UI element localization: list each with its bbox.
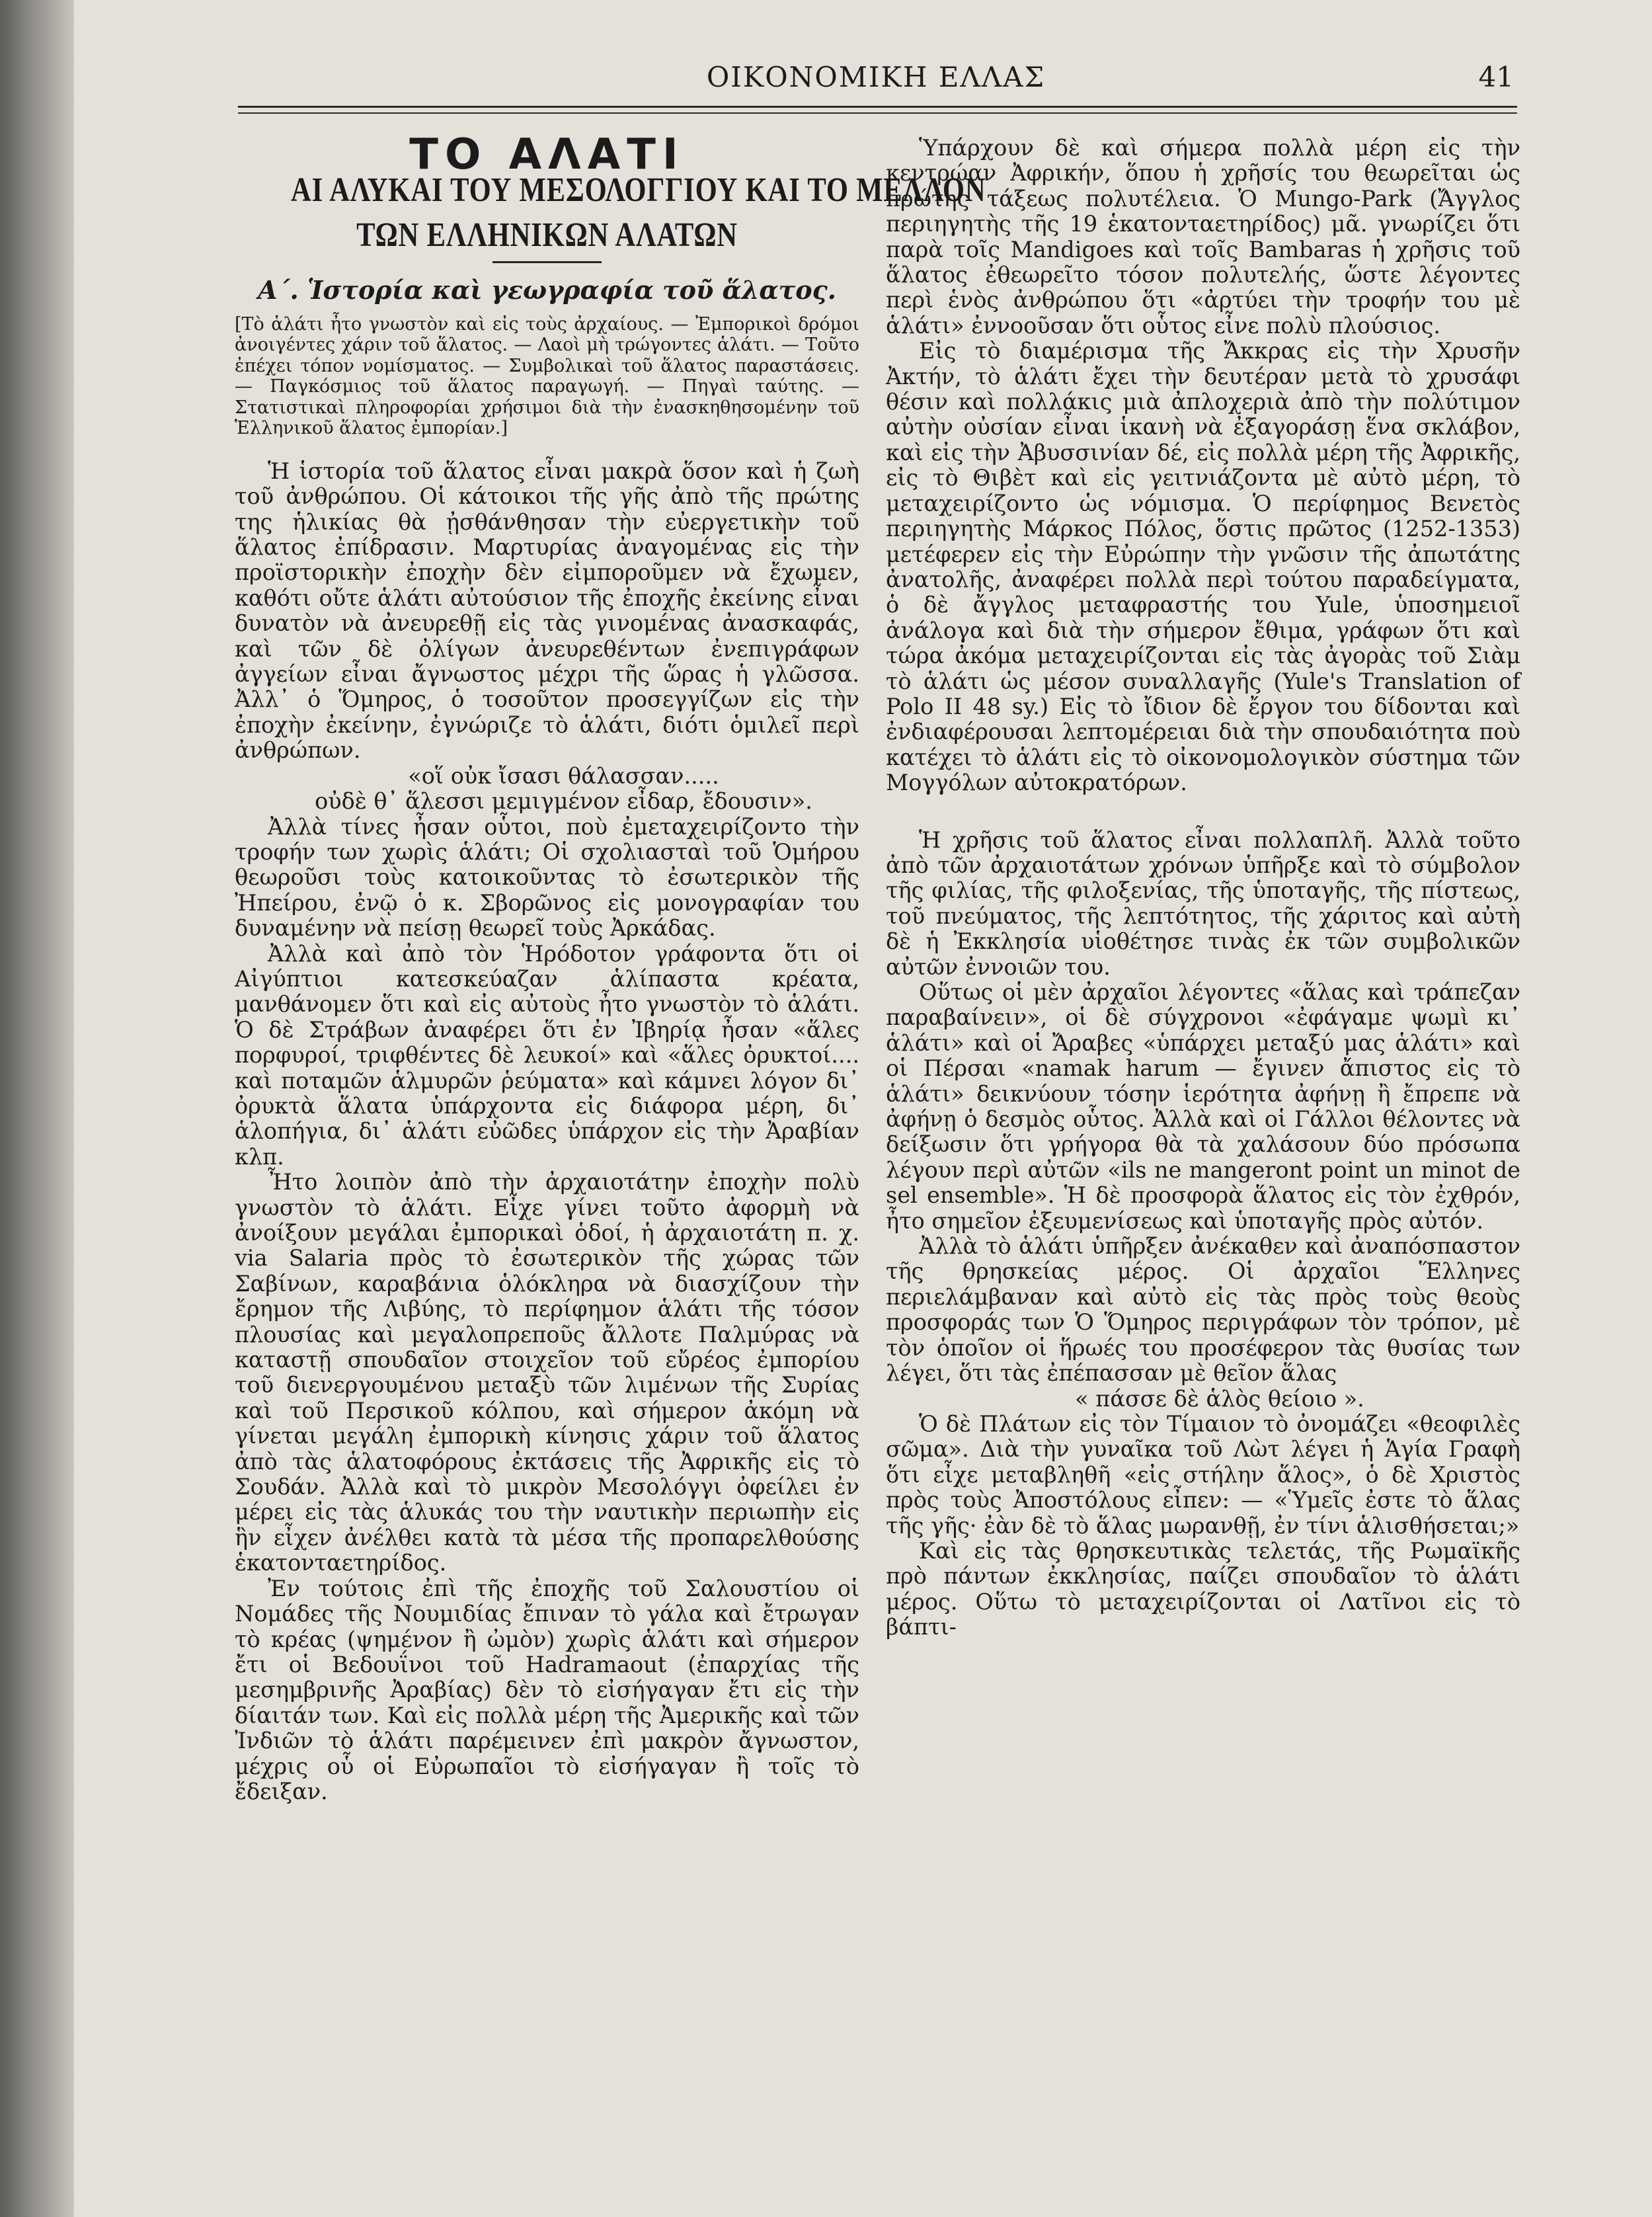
article-subtitle-line1: ΑΙ ΑΛΥΚΑΙ ΤΟΥ ΜΕΣΟΛΟΓΓΙΟΥ ΚΑΙ ΤΟ ΜΕΛΛΟΝ [291,171,986,210]
article-title: ΤΟ ΑΛΑΤΙ [409,130,685,179]
page-header [238,61,1514,101]
paragraph: Ἀλλὰ καὶ ἀπὸ τὸν Ἡρόδοτον γράφοντα ὅτι οἱ Αἰγύπτιοι κατεσκεύαζαν ἁλίπαστα κρέατα, μανθάνομεν ὅτι καὶ εἰς αὐτοὺς ἦτο γνωστὸν τὸ ἁλάτι. Ὁ δὲ Στράβων ἀναφέρει ὅτι ἐν Ἰβηρίᾳ ἦσαν «ἅλες πορφυροί, τριφθέντες δὲ λευκοί» καὶ «ἅλες ὀρυκτοί.... καὶ ποταμῶν ἁλμυρῶν ῥεύματα» καὶ κάμνει λόγον δι᾽ ὀρυκτὰ ἅλατα ὑπάρχοντα εἰς διάφορα μέρη, δι᾽ ἁλοπήγια, δι᾽ ἁλάτι εὐῶδες ὑπάρχον εἰς τὴν Ἀραβίαν κλπ. [235,940,859,1170]
paragraph: Ἐν τούτοις ἐπὶ τῆς ἐποχῆς τοῦ Σαλουστίου οἱ Νομάδες τῆς Νουμιδίας ἔπιναν τὸ γάλα καὶ ἔτρωγαν τὸ κρέας (ψημένον ἢ ὠμὸν) χωρὶς ἁλάτι καὶ σήμερον ἔτι οἱ Βεδουΐνοι τοῦ Hadramaout (ἐπαρχίας τῆς μεσημβρινῆς Ἀραβίας) δὲν τὸ εἰσήγαγαν ἔτι εἰς τὴν δίαιτάν των. Καὶ εἰς πολλὰ μέρη τῆς Ἀμερικῆς καὶ τῶν Ἰνδιῶν τὸ ἁλάτι παρέμεινεν ἐπὶ μακρὸν ἄγνωστον, μέχρις οὗ οἱ Εὐρωπαῖοι τὸ εἰσήγαγαν ἢ τοῖς τὸ ἔδειξαν. [235,1575,859,1804]
paragraph: Ἦτο λοιπὸν ἀπὸ τὴν ἀρχαιοτάτην ἐποχὴν πολὺ γνωστὸν τὸ ἁλάτι. Εἶχε γίνει τοῦτο ἀφορμὴ νὰ ἀνοίξουν μεγάλαι ἐμπορικαὶ ὁδοί, ἡ ἀρχαιοτάτη π. χ. via Salaria πρὸς τὸ ἐσωτερικὸν τῆς χώρας τῶν Σαβίνων, καραβάνια ὁλόκληρα νὰ διασχίζουν τὴν ἔρημον τῆς Λιβύης, τὸ περίφημον ἁλάτι τῆς τόσον πλουσίας καὶ μεγαλοπρεποῦς ἄλλοτε Παλμύρας νὰ καταστῇ σπουδαῖον στοιχεῖον τοῦ εὔρέος ἐμπορίου τοῦ διενεργουμένου μεταξὺ τῶν λιμένων τῆς Συρίας καὶ τοῦ Περσικοῦ κόλπου, καὶ σήμερον ἀκόμη νὰ γίνεται μεγάλη ἐμπορικὴ κίνησις χάριν τοῦ ἅλατος ἀπὸ τὰς ἁλατοφόρους ἐκτάσεις τῆς Ἀφρικῆς εἰς τὸ Σουδάν. Ἀλλὰ καὶ τὸ μικρὸν Μεσολόγγι ὀφείλει ἐν μέρει εἰς τὰς ἁλυκάς του τὴν ναυτικὴν περιωπὴν εἰς ἣν εἶχεν ἀνέλθει κατὰ τὰ μέσα τῆς προπαρελθούσης ἑκατονταετηρίδος. [235,1169,859,1576]
paragraph: Εἰς τὸ διαμέρισμα τῆς Ἄκκρας εἰς τὴν Χρυσῆν Ἀκτήν, τὸ ἁλάτι ἔχει τὴν δευτέραν μετὰ τὸ χρυσάφι θέσιν καὶ πολλάκις μιὰ ἀπλοχεριὰ ἀπὸ τὴν πολύτιμον αὐτὴν οὐσίαν εἶναι ἱκανὴ νὰ ἐξαγοράσῃ ἕνα σκλάβον, καὶ εἰς τὴν Ἀβυσσινίαν δέ, εἰς πολλὰ μέρη τῆς Ἀφρικῆς, εἰς τὸ Θιβὲτ καὶ εἰς γειτνιάζοντα μὲ αὐτὸ μέρη, τὸ μεταχειρίζοντο ὡς νόμισμα. Ὁ περίφημος Βενετὸς περιηγητὴς Μάρκος Πόλος, ὅστις πρῶτος (1252-1353) μετέφερεν εἰς τὴν Εὐρώπην τὴν γνῶσιν τῆς ἀπωτάτης ἀνατολῆς, ἀναφέρει πολλὰ περὶ τούτου παραδείγματα, ὁ δὲ ἄγγλος μεταφραστής του Yule, ὑποσημειοῖ ἀνάλογα καὶ διὰ τὴν σήμερον ἔθιμα, γράφων ὅτι καὶ τώρα ἀκόμα μεταχειρίζονται εἰς τὰς ἀγορὰς τοῦ Σιὰμ τὸ ἁλάτι ὡς μέσον συναλλαγῆς (Yule's Translation of Polo II 48 sy.) Εἰς τὸ ἴδιον δὲ ἔργον του δίδονται καὶ ἐνδιαφέρουσαι λεπτομέρειαι διὰ τὴν σπουδαιότητα ποὺ κατέχει τὸ ἁλάτι εἰς τὸ οἰκονομολογικὸν σύστημα τῶν Μογγόλων αὐτοκρατόρων. [886,338,1520,796]
paragraph: Καὶ εἰς τὰς θρησκευτικὰς τελετάς, τῆς Ρωμαϊκῆς πρὸ πάντων ἐκκλησίας, παίζει σπουδαῖον τὸ ἁλάτι μέρος. Οὕτω τὸ μεταχειρίζονται οἱ Λατῖνοι εἰς τὸ βάπτι- [886,1537,1520,1640]
paragraph: Ἀλλὰ τὸ ἁλάτι ὑπῆρξεν ἀνέκαθεν καὶ ἀναπόσπαστον τῆς θρησκείας μέρος. Οἱ ἀρχαῖοι Ἕλληνες περιελάμβαναν καὶ αὐτὸ εἰς τὰς πρὸς τοὺς θεοὺς προσφοράς των Ὁ Ὅμηρος περιγράφων τὸν τρόπον, μὲ τὸν ὁποῖον οἱ ἥρωές του προσέφερον τὰς θυσίας των λέγει, ὅτι τὰς ἐπέπασσαν μὲ θεῖον ἅλας [886,1233,1520,1387]
header-rule-top [238,106,1517,108]
paragraph: Ἡ ἱστορία τοῦ ἅλατος εἶναι μακρὰ ὅσον καὶ ἡ ζωὴ τοῦ ἀνθρώπου. Οἱ κάτοικοι τῆς γῆς ἀπὸ τῆς πρώτης της ἡλικίας θὰ ᾐσθάνθησαν τὴν εὐεργετικὴν τοῦ ἅλατος ἐπίδρασιν. Μαρτυρίας ἀναγομένας εἰς τὴν προϊστορικὴν ἐποχὴν δὲν εἰμποροῦμεν νὰ ἔχωμεν, καθότι οὔτε ἁλάτι αὐτούσιον τῆς ἐποχῆς ἐκείνης εἶναι δυνατὸν νὰ ἀνευρεθῇ εἰς τὰς γινομένας ἀνασκαφάς, καὶ τῶν δὲ ὀλίγων ἀνευρεθέντων ἐνεπιγράφων ἀγγείων εἶναι ἄγνωστος μέχρι τῆς ὥρας ἡ γλῶσσα. Ἀλλ᾽ ὁ Ὅμηρος, ὁ τοσοῦτον προσεγγίζων εἰς τὴν ἐποχὴν ἐκείνην, ἐγνώριζε τὸ ἁλάτι, διότι ὁμιλεῖ περὶ ἀνθρώπων. [235,458,859,764]
article-subtitle-line2: ΤΩΝ ΕΛΛΗΝΙΚΩΝ ΑΛΑΤΩΝ [356,216,738,255]
book-binding-shadow [0,0,74,2217]
page-number: 41 [1478,61,1514,93]
paragraph: Ἀλλὰ τίνες ἦσαν οὗτοι, ποὺ ἐμεταχειρίζοντο τὴν τροφήν των χωρὶς ἁλάτι; Οἱ σχολιασταὶ τοῦ Ὁμήρου θεωροῦσι τοὺς κατοικοῦντας τὸ ἐσωτερικὸν τῆς Ἠπείρου, ἐνῷ ὁ κ. Σβορῶνος εἰς μονογραφίαν του δυναμένην νὰ πείσῃ θεωρεῖ τοὺς Ἀρκάδας. [235,813,859,942]
homer-quote: « πάσσε δὲ ἁλὸς θείοιο ». [1075,1385,1364,1412]
paragraph-gap [886,796,1520,828]
running-title: ΟΙΚΟΝΟΜΙΚΗ ΕΛΛΑΣ [706,61,1046,93]
paragraph: Ἡ χρῆσις τοῦ ἅλατος εἶναι πολλαπλῆ. Ἀλλὰ τοῦτο ἀπὸ τῶν ἀρχαιοτάτων χρόνων ὑπῆρξε καὶ τὸ σύμβολον τῆς φιλίας, τῆς φιλοξενίας, τῆς ὑποταγῆς, τῆς πίστεως, τοῦ πνεύματος, τῆς λεπτότητος, τῆς χάριτος καὶ αὐτὴ δὲ ἡ Ἐκκλησία υἱοθέτησε τινὰς ἐκ τῶν συμβολικῶν αὐτῶν ἐννοιῶν του. [886,826,1520,980]
left-column [235,130,986,1804]
header-rule-bottom [238,112,1517,114]
paragraph: Ὑπάρχουν δὲ καὶ σήμερα πολλὰ μέρη εἰς τὴν κεντρῴαν Ἀφρικήν, ὅπου ἡ χρῆσίς του θεωρεῖται ὡς πρώτης τάξεως πολυτέλεια. Ὁ Mungo-Park (Ἄγγλος περιηγητὴς τῆς 19 ἑκατονταετηρίδος) μᾶ. γνωρίζει ὅτι παρὰ τοῖς Mandigoes καὶ τοῖς Bambaras ἡ χρῆσις τοῦ ἅλατος ἐθεωρεῖτο τόσον πολυτελής, ὥστε λέγοντες περὶ ἑνὸς ἀνθρώπου ὅτι «ἀρτύει τὴν τροφήν του μὲ ἁλάτι» ἐννοοῦσαν ὅτι οὗτος εἶνε πολὺ πλούσιος. [886,135,1520,339]
section-heading: Α΄. Ἱστορία καὶ γεωγραφία τοῦ ἅλατος. [258,275,836,305]
paragraph: Οὕτως οἱ μὲν ἀρχαῖοι λέγοντες «ἅλας καὶ τράπεζαν παραβαίνειν», οἱ δὲ σύγχρονοι «ἐφάγαμε ψωμὶ κι᾽ ἁλάτι» καὶ οἱ Ἄραβες «ὑπάρχει μεταξύ μας ἁλάτι» καὶ οἱ Πέρσαι «namak harum — ἔγινεν ἄπιστος εἰς τὸ ἁλάτι» δεικνύουν τόσην ἱερότητα ἀφήνῃ ἢ ἔπρεπε νὰ ἀφήνῃ ὁ δεσμὸς οὗτος. Ἀλλὰ καὶ οἱ Γάλλοι θέλοντες νὰ δείξωσιν ὅτι γρήγορα θὰ τὰ χαλάσουν δύο πρόσωπα λέγουν περὶ αὐτῶν «ils ne mangeront point un minot de sel ensemble». Ἡ δὲ προσφορὰ ἅλατος εἰς τὸν ἐχθρόν, ἦτο σημεῖον ἐξευμενίσεως καὶ ὑποταγῆς πρὸς αὐτόν. [886,979,1520,1234]
title-divider [492,261,602,263]
section-summary: [Τὸ ἁλάτι ἦτο γνωστὸν καὶ εἰς τοὺς ἀρχαίους. — Ἐμπορικοὶ δρόμοι ἀνοιγέντες χάριν τοῦ ἅλατος. — Λαοὶ μὴ τρώγοντες ἁλάτι. — Τοῦτο ἐπέχει τόπον νομίσματος. — Συμβολικαὶ τοῦ ἅλατος παραστάσεις. — Παγκόσμιος τοῦ ἅλατος παραγωγή. — Πηγαὶ ταύτης. — Στατιστικαὶ πληροφορίαι χρήσιμοι διὰ τὴν ἐνασκηθησομένην τοῦ Ἑλληνικοῦ ἅλατος ἐμπορίαν.] [235,313,859,439]
homer-quote-line1: «οἵ οὐκ ἴσασι θάλασσαν..... [408,762,719,789]
paragraph: Ὁ δὲ Πλάτων εἰς τὸν Τίμαιον τὸ ὀνομάζει «θεοφιλὲς σῶμα». Διὰ τὴν γυναῖκα τοῦ Λὼτ λέγει ἡ Ἁγία Γραφὴ ὅτι εἶχε μεταβληθῆ «εἰς στήλην ἅλος», ὁ δὲ Χριστὸς πρὸς τοὺς Ἀποστόλους εἶπεν: — «Ὑμεῖς ἐστε τὸ ἅλας τῆς γῆς· ἐὰν δὲ τὸ ἅλας μωρανθῇ, ἐν τίνι ἁλισθήσεται;» [886,1410,1520,1539]
homer-quote-line2: οὐδὲ θ᾽ ἅλεσσι μεμιγμένον εἶδαρ, ἔδουσιν». [315,788,812,815]
right-column [886,136,1520,1640]
